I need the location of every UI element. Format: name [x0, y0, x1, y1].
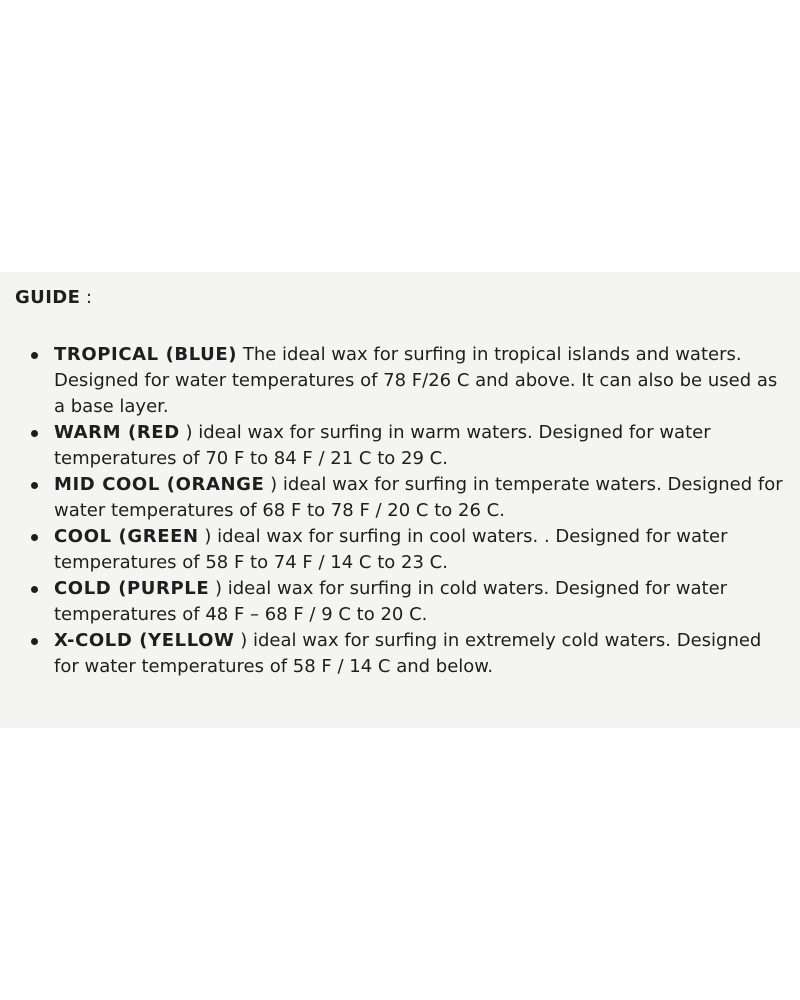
item-text: ) ideal wax for surfing in cool waters. . Designed for water temperatures of 58 F to 74 F / 14 C to 23 C. [54, 526, 728, 573]
guide-heading [15, 288, 92, 308]
list-item-cool [54, 524, 790, 576]
item-text: ) ideal wax for surfing in warm waters. Designed for water temperatures of 70 F to 84 F / 21 C to 29 C. [54, 422, 711, 469]
item-text: ) ideal wax for surfing in extremely cold waters. Designed for water temperatures of 58 F / 14 C and below. [54, 630, 762, 677]
guide-title: GUIDE [15, 287, 81, 308]
bullet-icon [31, 482, 38, 489]
item-text: The ideal wax for surfing in tropical islands and waters. Designed for water temperatures of 78 F/26 C and above. It can also be used as a base layer. [54, 344, 778, 417]
item-label: MID COOL (ORANGE [54, 474, 265, 495]
list-item-tropical [54, 342, 790, 420]
bullet-icon [31, 430, 38, 437]
list-item-x-cold [54, 628, 790, 680]
item-label: TROPICAL (BLUE) [54, 344, 238, 365]
guide-list [54, 342, 790, 680]
bullet-icon [31, 586, 38, 593]
list-item-mid-cool [54, 472, 790, 524]
item-text: ) ideal wax for surfing in cold waters. Designed for water temperatures of 48 F – 68 F / 9 C to 20 C. [54, 578, 728, 625]
item-label: COLD (PURPLE [54, 578, 210, 599]
bullet-icon [31, 352, 38, 359]
list-item-cold [54, 576, 790, 628]
item-text: ) ideal wax for surfing in temperate waters. Designed for water temperatures of 68 F to 78 F / 20 C to 26 C. [54, 474, 783, 521]
guide-title-suffix: : [80, 287, 93, 308]
list-item-warm [54, 420, 790, 472]
item-label: X-COLD (YELLOW [54, 630, 235, 651]
bullet-icon [31, 534, 38, 541]
item-label: WARM (RED [54, 422, 180, 443]
item-label: COOL (GREEN [54, 526, 199, 547]
bullet-icon [31, 638, 38, 645]
